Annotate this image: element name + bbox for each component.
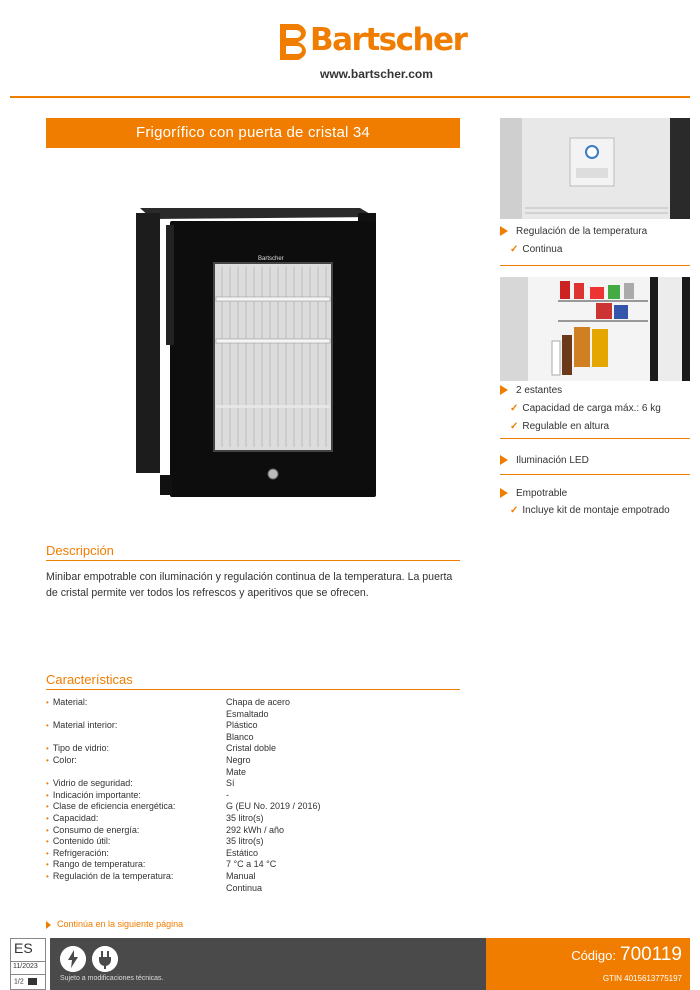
spec-value: Continua (226, 882, 263, 893)
gtin: GTIN 4015613775197 (602, 974, 682, 983)
spec-label (46, 848, 226, 860)
description-text: Minibar empotrable con iluminación y regulación continua de la temperatura. La puerta de cristal permite ver todos los refrescos y aperitivos que se ofrecen. (46, 571, 453, 599)
spec-row (46, 859, 460, 871)
spec-row (46, 743, 460, 755)
feature-label: Empotrable (516, 488, 568, 499)
spec-values (226, 871, 460, 894)
spec-row (46, 790, 460, 802)
book-icon (28, 978, 37, 985)
bullet-icon: • (46, 848, 49, 858)
spec-values (226, 825, 460, 837)
arrow-right-icon (500, 455, 508, 465)
spec-label (46, 778, 226, 790)
spec-row (46, 871, 460, 894)
plug-icon (92, 946, 118, 972)
feature-led (500, 455, 589, 466)
continue-link[interactable] (46, 919, 183, 929)
side-divider (500, 265, 690, 266)
spec-value: Manual (226, 870, 256, 881)
bullet-icon: • (46, 721, 49, 731)
spec-value: Chapa de acero (226, 697, 291, 707)
feature-sub-item (510, 505, 670, 516)
spec-values (226, 720, 460, 743)
spec-value: Sí (226, 778, 235, 789)
spec-values (226, 859, 460, 871)
spec-value: Estático (226, 847, 259, 858)
page-label: 1/2 (14, 978, 24, 986)
spec-label (46, 755, 226, 778)
footer-info (50, 938, 486, 990)
product-logo-text: Bartscher (258, 256, 284, 262)
sub-label: Continua (522, 244, 563, 255)
spec-row (46, 825, 460, 837)
brand-logo (272, 18, 467, 66)
spec-label-text: Refrigeración: (52, 847, 109, 858)
header-divider (10, 96, 690, 98)
spec-label-text: Color: (52, 754, 77, 765)
spec-values (226, 778, 460, 790)
feature-label: Iluminación LED (516, 455, 589, 466)
side-divider (500, 474, 690, 475)
spec-value: Blanco (226, 731, 254, 742)
product-code (571, 944, 682, 966)
page-number (11, 974, 45, 985)
spec-label-text: Regulación de la temperatura: (52, 870, 174, 881)
bullet-icon: • (46, 698, 49, 707)
spec-value: Plástico (226, 720, 258, 731)
feature-label: Regulación de la temperatura (516, 226, 648, 237)
spec-value: 35 litro(s) (226, 836, 264, 847)
language-code: ES (14, 940, 33, 956)
spec-values (226, 848, 460, 860)
bullet-icon: • (46, 744, 49, 754)
description-heading: Descripción (46, 543, 114, 558)
continue-label: Continúa en la siguiente página (57, 919, 184, 929)
spec-label (46, 801, 226, 813)
spec-label (46, 720, 226, 743)
side-divider (500, 438, 690, 439)
arrow-right-icon (500, 385, 508, 395)
checkmark-icon: ✓ (510, 244, 519, 255)
spec-label (46, 790, 226, 802)
spec-value: - (226, 789, 229, 800)
characteristics-table (46, 697, 460, 894)
technical-note: Sujeto a modificaciones técnicas. (60, 975, 164, 982)
bullet-icon: • (46, 790, 49, 800)
spec-value: 7 °C a 14 °C (226, 859, 277, 870)
feature-built-in (500, 488, 567, 499)
spec-label (46, 697, 226, 720)
spec-label-text: Rango de temperatura: (52, 859, 146, 870)
spec-row (46, 778, 460, 790)
spec-row (46, 813, 460, 825)
spec-label (46, 743, 226, 755)
spec-value: Negro (226, 754, 251, 765)
sub-label: Incluye kit de montaje empotrado (522, 505, 670, 516)
spec-label-text: Material: (52, 697, 88, 707)
footer-code (486, 938, 690, 990)
sub-label: Regulable en altura (522, 421, 610, 432)
spec-value: Mate (226, 766, 247, 777)
spec-label-text: Capacidad: (52, 812, 99, 823)
brand-name: Bartscher (310, 22, 467, 58)
feature-label: 2 estantes (516, 385, 563, 396)
spec-label (46, 813, 226, 825)
spec-value: 292 kWh / año (226, 824, 285, 835)
bullet-icon: • (46, 837, 49, 847)
spec-values (226, 755, 460, 778)
feature-sub-item (510, 421, 609, 432)
spec-label-text: Indicación importante: (52, 789, 141, 800)
document-date: 11/2023 (11, 961, 45, 970)
spec-label-text: Contenido útil: (52, 836, 111, 847)
spec-values (226, 743, 460, 755)
website-link[interactable]: www.bartscher.com (320, 67, 433, 81)
spec-label (46, 825, 226, 837)
spec-label-text: Clase de eficiencia energética: (52, 801, 176, 812)
arrow-right-icon (500, 226, 508, 236)
spec-row (46, 755, 460, 778)
description-divider (46, 560, 460, 561)
bullet-icon: • (46, 813, 49, 823)
spec-value: Esmaltado (226, 708, 269, 719)
feature-sub-item (510, 403, 661, 414)
spec-row (46, 697, 460, 720)
checkmark-icon: ✓ (510, 421, 519, 432)
lightning-icon (60, 946, 86, 972)
spec-row (46, 848, 460, 860)
spec-value: G (EU No. 2019 / 2016) (226, 801, 321, 812)
product-image (130, 205, 380, 500)
spec-values (226, 790, 460, 802)
shelves-photo (500, 277, 690, 381)
spec-values (226, 813, 460, 825)
arrow-right-icon (46, 921, 51, 929)
checkmark-icon: ✓ (510, 505, 519, 516)
spec-label (46, 859, 226, 871)
spec-label-text: Tipo de vidrio: (52, 743, 110, 754)
code-value: 700119 (620, 944, 682, 965)
spec-label-text: Material interior: (52, 720, 118, 731)
spec-row (46, 801, 460, 813)
temperature-control-photo (500, 118, 690, 219)
spec-values (226, 836, 460, 848)
characteristics-heading: Características (46, 672, 133, 687)
bullet-icon: • (46, 802, 49, 812)
spec-row (46, 720, 460, 743)
spec-values (226, 697, 460, 720)
checkmark-icon: ✓ (510, 403, 519, 414)
bullet-icon: • (46, 871, 49, 881)
bullet-icon: • (46, 755, 49, 765)
spec-label (46, 871, 226, 894)
footer (10, 938, 690, 990)
arrow-right-icon (500, 488, 508, 498)
footer-meta (10, 938, 46, 990)
spec-label-text: Vidrio de seguridad: (52, 778, 133, 789)
bullet-icon: • (46, 779, 49, 789)
characteristics-divider (46, 689, 460, 690)
code-label: Código: (571, 948, 616, 963)
feature-sub-item (510, 244, 562, 255)
spec-label (46, 836, 226, 848)
spec-row (46, 836, 460, 848)
spec-value: 35 litro(s) (226, 812, 264, 823)
feature-temperature (500, 226, 647, 237)
bullet-icon: • (46, 860, 49, 870)
bullet-icon: • (46, 825, 49, 835)
sub-label: Capacidad de carga máx.: 6 kg (522, 403, 661, 414)
spec-values (226, 801, 460, 813)
feature-shelves (500, 385, 562, 396)
title-bar (46, 118, 460, 148)
spec-label-text: Consumo de energía: (52, 824, 140, 835)
page-title: Frigorífico con puerta de cristal 34 (136, 124, 370, 141)
spec-value: Cristal doble (226, 743, 277, 754)
